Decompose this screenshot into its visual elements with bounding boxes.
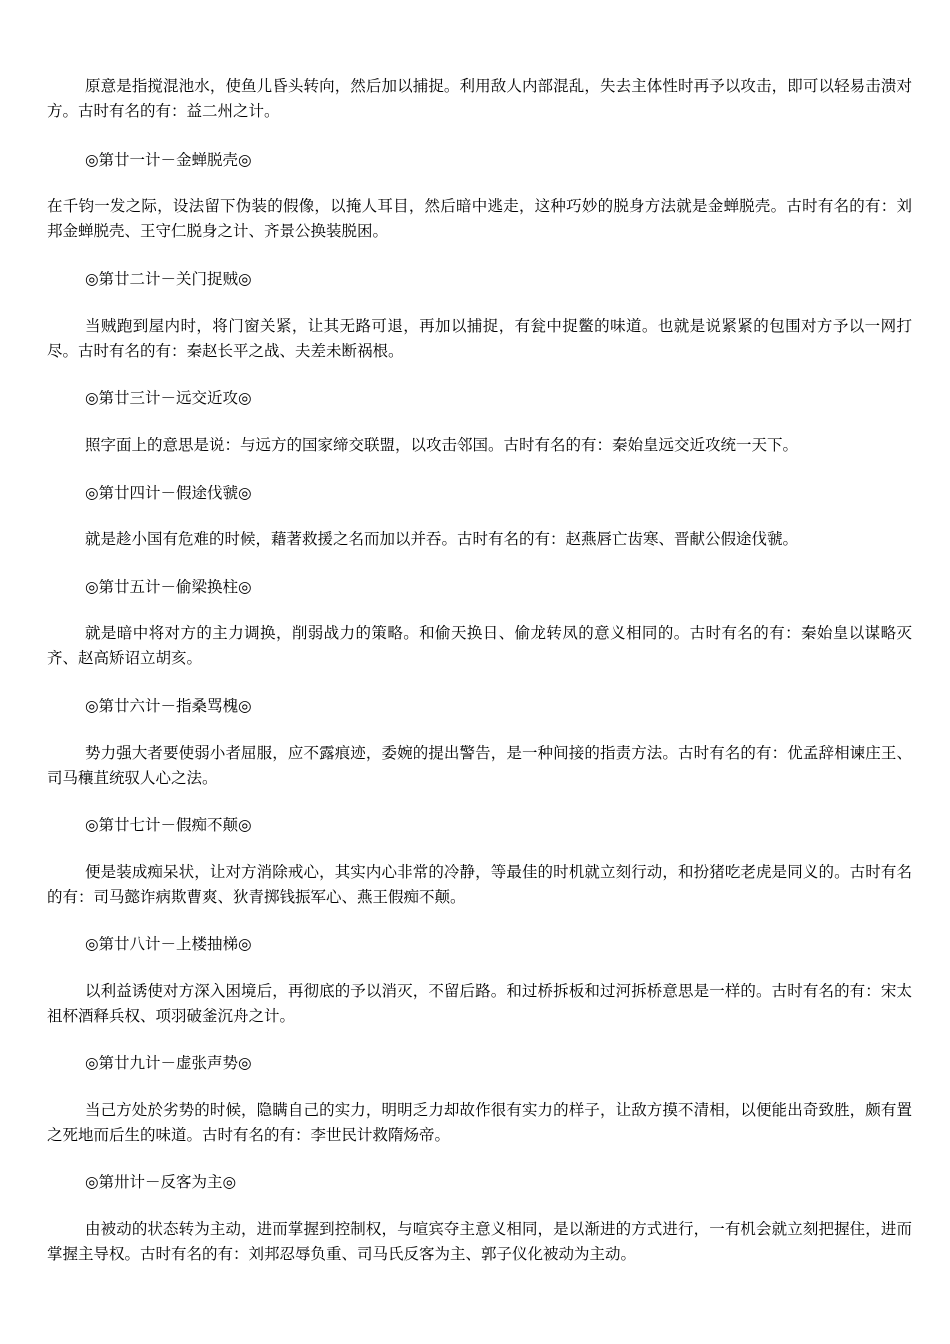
heading-stratagem-21: ◎第廿一计－金蝉脱壳◎ [85,151,252,169]
heading-stratagem-22: ◎第廿二计－关门捉贼◎ [85,270,252,288]
heading-stratagem-27: ◎第廿七计－假痴不颠◎ [85,816,252,834]
heading-stratagem-25: ◎第廿五计－偷梁换柱◎ [85,578,252,596]
paragraph-24-body: 就是趁小国有危难的时候，藉著救援之名而加以并吞。古时有名的有：赵燕唇亡齿寒、晋献公假途伐虢。 [85,530,799,548]
heading-stratagem-30: ◎第卅计－反客为主◎ [85,1173,237,1191]
paragraph-26-body: 势力强大者要使弱小者屈服，应不露痕迹，委婉的提出警告，是一种间接的指责方法。古时有名的有：优孟辞相谏庄王、司马穰苴统驭人心之法。 [47,744,912,787]
paragraph-21-body: 在千钧一发之际，设法留下伪装的假像，以掩人耳目，然后暗中逃走，这种巧妙的脱身方法就是金蝉脱壳。古时有名的有：刘邦金蝉脱壳、王守仁脱身之计、齐景公换装脱困。 [47,197,912,240]
heading-stratagem-29: ◎第廿九计－虚张声势◎ [85,1054,252,1072]
heading-stratagem-26: ◎第廿六计－指桑骂槐◎ [85,697,252,715]
paragraph-28-body: 以利益诱使对方深入困境后，再彻底的予以消灭，不留后路。和过桥拆板和过河拆桥意思是一样的。古时有名的有：宋太祖杯酒释兵权、项羽破釜沉舟之计。 [47,982,912,1025]
paragraph-29-body: 当己方处於劣势的时候，隐瞒自己的实力，明明乏力却故作很有实力的样子，让敌方摸不清相，以便能出奇致胜，颇有置之死地而后生的味道。古时有名的有：李世民计救隋炀帝。 [47,1101,912,1144]
paragraph-30-body: 由被动的状态转为主动，进而掌握到控制权，与喧宾夺主意义相同，是以渐进的方式进行，一有机会就立刻把握住，进而掌握主导权。古时有名的有：刘邦忍辱负重、司马氏反客为主、郭子仪化被动为主动。 [47,1220,912,1263]
heading-stratagem-28: ◎第廿八计－上楼抽梯◎ [85,935,252,953]
paragraph-22-body: 当贼跑到屋内时，将门窗关紧，让其无路可退，再加以捕捉，有瓮中捉鳖的味道。也就是说紧紧的包围对方予以一网打尽。古时有名的有：秦赵长平之战、夫差未断祸根。 [47,317,912,360]
heading-stratagem-23: ◎第廿三计－远交近攻◎ [85,389,252,407]
paragraph-20-body: 原意是指搅混池水，使鱼儿昏头转向，然后加以捕捉。利用敌人内部混乱，失去主体性时再予以攻击，即可以轻易击溃对方。古时有名的有：益二州之计。 [47,77,912,120]
paragraph-23-body: 照字面上的意思是说：与远方的国家缔交联盟，以攻击邻国。古时有名的有：秦始皇远交近攻统一天下。 [85,436,799,454]
paragraph-25-body: 就是暗中将对方的主力调换，削弱战力的策略。和偷天换日、偷龙转凤的意义相同的。古时有名的有：秦始皇以谋略灭齐、赵高矫诏立胡亥。 [47,624,912,667]
heading-stratagem-24: ◎第廿四计－假途伐虢◎ [85,484,252,502]
paragraph-27-body: 便是装成痴呆状，让对方消除戒心，其实内心非常的冷静，等最佳的时机就立刻行动，和扮猪吃老虎是同义的。古时有名的有：司马懿诈病欺曹爽、狄青掷钱振军心、燕王假痴不颠。 [47,863,912,906]
